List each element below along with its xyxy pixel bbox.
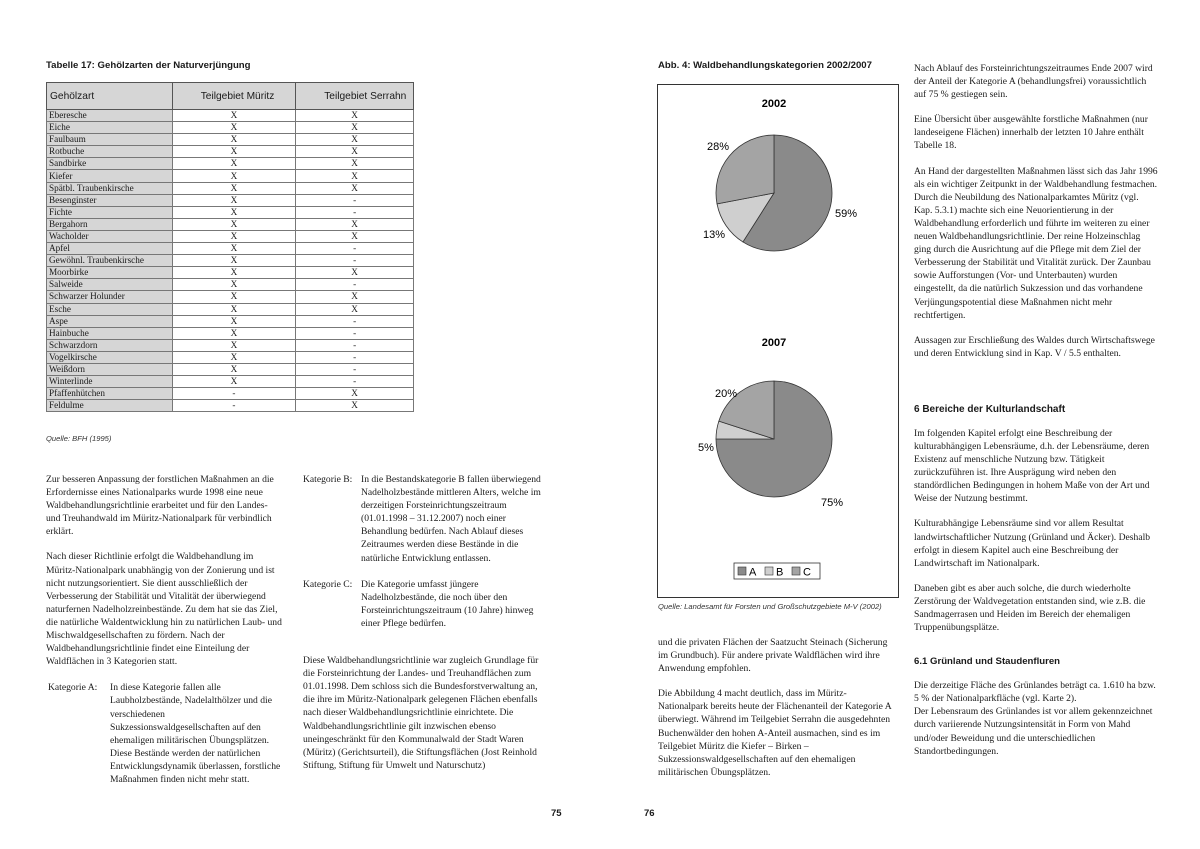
cell-mueritz: X [172,170,296,182]
cell-serrahn: X [296,182,414,194]
kategorie-c-label: Kategorie C: [303,578,353,590]
table-row [47,170,414,182]
table-row [47,291,414,303]
cell-gehoelzart: Pfaffenhütchen [47,388,173,400]
cell-gehoelzart: Bergahorn [47,218,173,230]
cell-serrahn: X [296,388,414,400]
page-number-right: 76 [644,808,655,819]
paragraph: Nach dieser Richtlinie erfolgt die Waldbehandlung im Müritz-Nationalpark unabhängig von der Zonierung und ist nicht nutzungsorientiert. Sie dient ausschließlich der Verbesserung der Stabilität und Vitalität der überwiegend naturfernen Nadelholzreinbestände. Zu dem hat sie das Ziel, die natürliche Waldentwicklung hin zu natürlichen Laub- und Mischwaldgesellschaften zu fördern. Nach der Waldbehandlungsrichtlinie findet eine Einteilung der Waldflächen in 3 Kategorien statt. [46,551,282,668]
legend-label-c: C [803,566,811,579]
cell-serrahn: X [296,230,414,242]
cell-serrahn: X [296,291,414,303]
data-label: 20% [714,388,738,400]
table-row [47,339,414,351]
cell-gehoelzart: Faulbaum [47,134,173,146]
cell-mueritz: X [172,243,296,255]
kategorie-b-label: Kategorie B: [303,474,353,485]
table-row [47,388,414,400]
cell-gehoelzart: Schwarzdorn [47,339,173,351]
table-row [47,230,414,242]
kategorie-c-text: Die Kategorie umfasst jüngere Nadelholzbestände, die noch über den Forsteinrichtungszeitraum (10 Jahre) hinweg einer Pflege bedürfen. [361,578,534,629]
cell-gehoelzart: Gewöhnl. Traubenkirsche [47,255,173,267]
table-row [47,218,414,230]
header-mueritz: Teilgebiet Müritz [172,83,296,110]
kategorie-b-text: In die Bestandskategorie B fallen überwiegend Nadelholzbestände mittleren Alters, welche im derzeitigen Forsteinrichtungszeitraum (01.01.1998 – 31.12.2007) noch einer Behandlung bedürfen. Nach Ablauf dieses Zeitraumes werden diese Bestände in die natürliche Entwicklung entlassen. [361,474,541,564]
table-row [47,243,414,255]
cell-gehoelzart: Moorbirke [47,267,173,279]
table-container [46,82,414,412]
cell-serrahn: X [296,267,414,279]
table-row [47,279,414,291]
cell-gehoelzart: Spätbl. Traubenkirsche [47,182,173,194]
paragraph: Aussagen zur Erschließung des Waldes durch Wirtschaftswege und deren Entwicklung sind in Kap. V / 5.5 enthalten. [914,334,1155,359]
data-label: 5% [698,442,714,454]
cell-gehoelzart: Fichte [47,206,173,218]
cell-mueritz: X [172,255,296,267]
cell-gehoelzart: Apfel [47,243,173,255]
cell-gehoelzart: Sandbirke [47,158,173,170]
cell-mueritz: - [172,400,296,412]
section-heading-6-1: 6.1 Grünland und Staudenfluren [914,656,1061,668]
cell-serrahn: X [296,303,414,315]
table-source: Quelle: BFH (1995) [46,434,112,443]
paragraph: Zur besseren Anpassung der forstlichen Maßnahmen an die Erfordernisse eines Nationalparks wurde 1998 eine neue Waldbehandlungsrichtlinie erarbeitet und für den Landes- und Treuhandwald im Müritz-Nationalpark für verbindlich erklärt. [46,474,274,538]
cell-serrahn: X [296,400,414,412]
paragraph: Die derzeitige Fläche des Grünlandes beträgt ca. 1.610 ha bzw. 5 % der Nationalparkfläche (vgl. Karte 2). Der Lebensraum des Grünlandes ist vor allem gekennzeichnet durch variierende Nutzungsintensität in Form von Mahd und/oder Beweidung und die unterschiedlichen Standortbedingungen. [914,680,1156,757]
legend-swatch-b [765,567,773,575]
cell-serrahn: - [296,339,414,351]
table-row [47,134,414,146]
figure-frame [657,84,899,598]
cell-mueritz: X [172,122,296,134]
cell-mueritz: X [172,303,296,315]
cell-serrahn: X [296,218,414,230]
cell-serrahn: - [296,351,414,363]
cell-gehoelzart: Winterlinde [47,376,173,388]
table-row [47,206,414,218]
cell-serrahn: X [296,146,414,158]
kategorie-a-label: Kategorie A: [48,682,98,694]
cell-serrahn: - [296,243,414,255]
paragraph: Daneben gibt es aber auch solche, die durch wiederholte Zerstörung der Waldvegetation entstanden sind, wie z.B. die Sandmagerrasen und Heiden im Bereich der ehemaligen Truppenübungsplätze. [914,582,1146,634]
paragraph: Kulturabhängige Lebensräume sind vor allem Resultat landwirtschaftlicher Nutzung (Grünland und Äcker). Deshalb erfolgt in diesem Kapitel auch eine Beschreibung der Landwirtschaft im Nationalpark. [914,518,1151,569]
pie-2007 [698,381,843,509]
page-number-left: 75 [551,808,562,819]
cell-mueritz: X [172,267,296,279]
table-row [47,110,414,122]
table-row [47,363,414,375]
cell-serrahn: - [296,194,414,206]
header-gehoelzart: Gehölzart [47,83,173,110]
cell-mueritz: X [172,182,296,194]
cell-serrahn: - [296,376,414,388]
cell-serrahn: X [296,122,414,134]
paragraph: und die privaten Flächen der Saatzucht Steinach (Sicherung im Grundbuch). Für andere private Waldflächen wird ihre Anwendung empfohlen. [658,637,888,675]
table-row [47,194,414,206]
kategorie-b-block [303,473,543,565]
kategorie-a-text: In diese Kategorie fallen alle Laubholzbestände, Nadelalthölzer und die verschiedenen Sukzessionswaldgesellschaften auf den ehemaligen militärischen Übungsplätzen. Diese Bestände werden der natürlichen Entwicklungsdynamik überlassen, forstliche Maßnahmen finden nicht mehr statt. [110,682,281,785]
cell-mueritz: X [172,110,296,122]
cell-gehoelzart: Vogelkirsche [47,351,173,363]
paragraph: Die Abbildung 4 macht deutlich, dass im Müritz-Nationalpark bereits heute der Flächenanteil der Kategorie A überwiegt. Während im Teilgebiet Serrahn die ausgedehnten Buchenwälder den hohen A-Anteil ausmachen, sind es im Teilgebiet Müritz die Kiefer – Birken – Sukzessionswaldgesellschaften auf den ehemaligen militärischen Übungsplätzen. [658,688,892,778]
cell-mueritz: X [172,134,296,146]
cell-mueritz: X [172,158,296,170]
cell-mueritz: X [172,291,296,303]
paragraph: Eine Übersicht über ausgewählte forstliche Maßnahmen (nur landeseigene Flächen) innerhalb der letzten 10 Jahre enthält Tabelle 18. [914,114,1148,152]
cell-serrahn: - [296,279,414,291]
cell-gehoelzart: Schwarzer Holunder [47,291,173,303]
cell-serrahn: - [296,363,414,375]
cell-mueritz: X [172,339,296,351]
cell-gehoelzart: Esche [47,303,173,315]
left-column-1 [46,473,282,786]
cell-serrahn: X [296,110,414,122]
legend-swatch-a [738,567,746,575]
data-label: 13% [702,229,726,241]
cell-gehoelzart: Kiefer [47,170,173,182]
legend-swatch-c [792,567,800,575]
paragraph: Im folgenden Kapitel erfolgt eine Beschreibung der kulturabhängigen Lebensräume, d.h. der Lebensräume, deren Existenz auf menschliche Nutzung bzw. Tätigkeit zurückzuführen ist. Ihre Ausprägung wird neben den standördlichen Bedingungen in hohem Maße von der Art und Weise der Nutzung bestimmt. [914,427,1150,505]
table-row [47,267,414,279]
data-label: 59% [834,208,858,220]
table-row [47,146,414,158]
paragraph: Diese Waldbehandlungsrichtlinie war zugleich Grundlage für die Forsteinrichtung der Landes- und Treuhandflächen zum 01.01.1998. Dem schloss sich die Bundesforstverwaltung an, die ihre im Müritz-Nationalpark gelegenen Flächen ebenfalls nach dieser Waldbehandlungsrichtlinie einrichtete. Die Waldbehandlungsrichtlinie gilt inzwischen ebenso uneingeschränkt für den Kommunalwald der Stadt Waren (Müritz) (Gerichtsurteil), die Stiftungsflächen (Jost Reinhold Stiftung, Stiftung für Umwelt und Naturschutz) [303,655,539,771]
cell-serrahn: - [296,315,414,327]
cell-mueritz: X [172,206,296,218]
naturverjuengung-table [46,82,414,412]
data-label: 75% [820,497,844,509]
chart-legend [734,563,820,579]
cell-gehoelzart: Rotbuche [47,146,173,158]
cell-mueritz: X [172,194,296,206]
table-header-row [47,83,414,110]
cell-mueritz: X [172,279,296,291]
cell-gehoelzart: Hainbuche [47,327,173,339]
table-row [47,122,414,134]
cell-mueritz: X [172,327,296,339]
figure-caption: Abb. 4: Waldbehandlungskategorien 2002/2007 [658,60,872,71]
pie-2002 [703,135,857,251]
table-row [47,376,414,388]
paragraph: An Hand der dargestellten Maßnahmen lässt sich das Jahr 1996 als ein wichtiger Zeitpunkt in der Waldbehandlung festmachen. Durch die Neubildung des Nationalparkamtes Müritz (vgl. Kap. 5.3.1) machte sich eine Neuorientierung in der Waldbehandlung erforderlich und führte im weiteren zu einer neuen Waldbehandlungsrichtlinie. Der reine Holzeinschlag ging durch die Ausrichtung auf die Pflege mit dem Ziel der Verbesserung der Stabilität und Vitalität zurück. Der Zaunbau sowie Aufforstungen (Vor- und Unterbauten) wurden eingestellt, da die natürlich Sukzession und das vorhandene Verjüngungspotential diese Maßnahmen nicht mehr rechtfertigen. [914,165,1158,321]
cell-mueritz: - [172,388,296,400]
paragraph: Nach Ablauf des Forsteinrichtungszeitraumes Ende 2007 wird der Anteil der Kategorie A (behandlungsfrei) voraussichtlich auf 75 % gestiegen sein. [914,63,1153,101]
legend-label-b: B [776,566,784,579]
table-row [47,315,414,327]
cell-gehoelzart: Salweide [47,279,173,291]
cell-mueritz: X [172,230,296,242]
legend-label-a: A [749,566,757,579]
cell-mueritz: X [172,315,296,327]
cell-mueritz: X [172,376,296,388]
cell-gehoelzart: Eiche [47,122,173,134]
table-row [47,255,414,267]
cell-mueritz: X [172,146,296,158]
cell-gehoelzart: Eberesche [47,110,173,122]
cell-mueritz: X [172,363,296,375]
data-label: 28% [706,141,730,153]
header-serrahn: Teilgebiet Serrahn [296,83,414,110]
cell-mueritz: X [172,218,296,230]
cell-serrahn: X [296,170,414,182]
cell-gehoelzart: Besenginster [47,194,173,206]
cell-serrahn: X [296,134,414,146]
chart-title-2007: 2007 [761,337,787,349]
cell-gehoelzart: Aspe [47,315,173,327]
table-row [47,158,414,170]
cell-serrahn: X [296,158,414,170]
table-row [47,327,414,339]
cell-serrahn: - [296,255,414,267]
table-row [47,182,414,194]
figure-source: Quelle: Landesamt für Forsten und Großschutzgebiete M-V (2002) [658,602,882,611]
cell-mueritz: X [172,351,296,363]
left-column-2 [303,473,543,772]
cell-gehoelzart: Feldulme [47,400,173,412]
right-column-1 [658,636,896,779]
chart-title-2002: 2002 [761,98,787,110]
cell-gehoelzart: Weißdorn [47,363,173,375]
table-row [47,400,414,412]
cell-serrahn: - [296,206,414,218]
table-caption: Tabelle 17: Gehölzarten der Naturverjüngung [46,60,251,71]
cell-gehoelzart: Wacholder [47,230,173,242]
section-heading-6: 6 Bereiche der Kulturlandschaft [914,403,1066,415]
kategorie-c-block [303,578,543,630]
table-row [47,303,414,315]
table-row [47,351,414,363]
cell-serrahn: - [296,327,414,339]
right-column-2 [914,62,1158,758]
kategorie-a-block [46,681,282,786]
pie-charts [658,85,898,597]
